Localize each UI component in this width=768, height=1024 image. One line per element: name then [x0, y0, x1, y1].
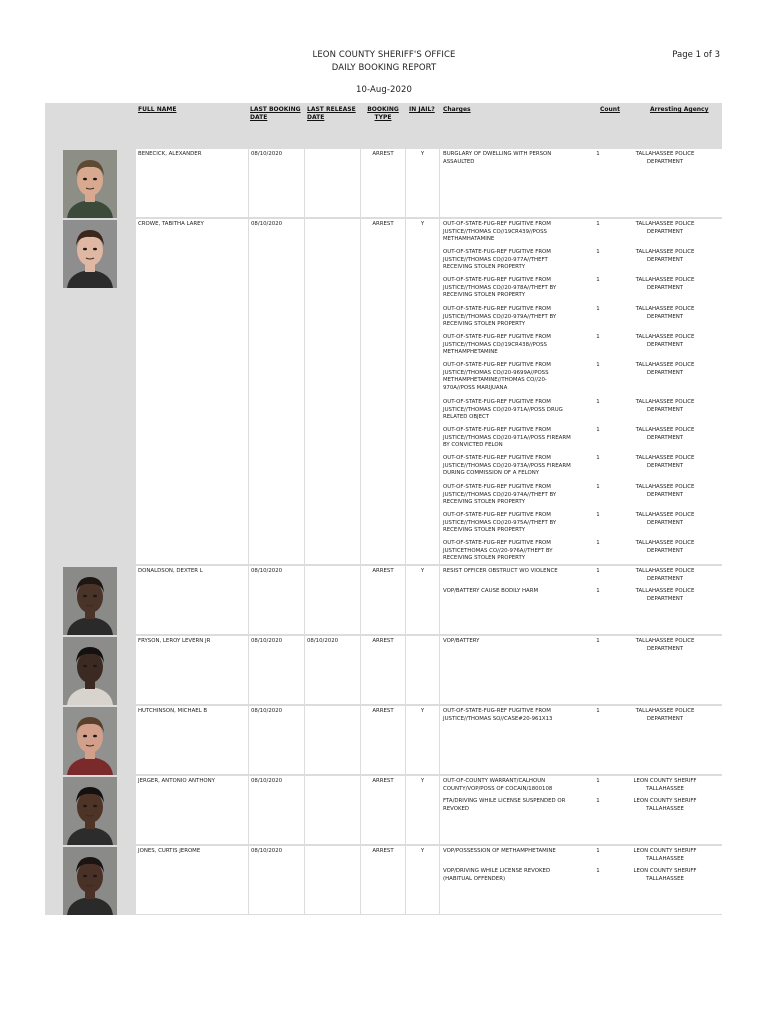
table-cell: [305, 846, 360, 914]
table-cell: [136, 706, 248, 774]
record-name: BENECICK, ALEXANDER: [138, 151, 202, 157]
arresting-agency: TALLAHASSEE POLICE DEPARTMENT: [635, 399, 695, 413]
table-cell: [406, 636, 439, 704]
charge-count: 1: [596, 362, 600, 368]
table-cell: [305, 776, 360, 844]
charge-text: VOP/BATTERY: [443, 638, 480, 644]
record-name: HUTCHINSON, MICHAEL B: [138, 708, 208, 714]
mugshot-image: [63, 150, 117, 218]
table-cell: [305, 636, 360, 704]
table-cell: [361, 149, 405, 217]
charge-count: 1: [596, 249, 600, 255]
mugshot-image: [63, 567, 117, 635]
table-cell: [249, 706, 304, 774]
col-full-name: FULL NAME: [138, 106, 177, 113]
table-cell: [361, 566, 405, 634]
table-cell: [406, 149, 439, 217]
record-in-jail: Y: [420, 151, 425, 157]
charge-text: OUT-OF-COUNTY WARRANT/CALHOUN COUNTY/VOP/POSS OF COCAIN/1800108: [443, 778, 553, 792]
charge-count: 1: [596, 540, 600, 546]
charge-text: OUT-OF-STATE-FUG-REF FUGITIVE FROM JUSTICE//THOMAS CO//20-974A//THEFT BY RECEIVING STOLEN PROPERTY: [443, 484, 557, 506]
record-in-jail: Y: [420, 708, 425, 714]
charge-text: VOP/POSSESSION OF METHAMPHETAMINE: [443, 848, 556, 854]
charge-count: 1: [596, 848, 600, 854]
record-booking-date: 08/10/2020: [251, 708, 283, 714]
table-cell: [305, 566, 360, 634]
record-name: FRYSON, LEROY LEVERN JR: [138, 638, 211, 644]
charge-count: 1: [596, 151, 600, 157]
charge-count: 1: [596, 778, 600, 784]
report-title: DAILY BOOKING REPORT: [331, 63, 437, 73]
record-booking-type: ARREST: [372, 221, 394, 227]
charge-text: VOP/BATTERY CAUSE BODILY HARM: [443, 588, 539, 594]
record-name: CROWE, TABITHA LAREY: [138, 221, 204, 227]
arresting-agency: TALLAHASSEE POLICE DEPARTMENT: [635, 249, 695, 263]
charge-text: OUT-OF-STATE-FUG-REF FUGITIVE FROM JUSTICE//THOMAS CO//20-977A//THEFT RECEIVING STOLEN PROPERTY: [443, 249, 551, 271]
arresting-agency: TALLAHASSEE POLICE DEPARTMENT: [635, 306, 695, 320]
mugshot-image: [63, 637, 117, 705]
record-booking-date: 08/10/2020: [251, 151, 283, 157]
table-cell: [136, 846, 248, 914]
arresting-agency: TALLAHASSEE POLICE DEPARTMENT: [635, 484, 695, 498]
table-cell: [136, 149, 248, 217]
charge-count: 1: [596, 512, 600, 518]
record-booking-date: 08/10/2020: [251, 778, 283, 784]
table-cell: [406, 846, 439, 914]
charge-text: OUT-OF-STATE-FUG-REF FUGITIVE FROM JUSTICE//THOMAS CO//20-9699A//POSS METHAMPHETAMINE//THOMAS CO//20-970A//POSS MARIJUANA: [443, 362, 551, 391]
table-cell: [249, 776, 304, 844]
col-count: Count: [600, 106, 620, 113]
charge-text: OUT-OF-STATE-FUG-REF FUGITIVE FROM JUSTICE//THOMAS SO//CASE#20-961X13: [443, 708, 553, 722]
record-booking-date: 08/10/2020: [251, 568, 283, 574]
record-booking-type: ARREST: [372, 568, 394, 574]
charge-text: RESIST OFFICER OBSTRUCT WO VIOLENCE: [443, 568, 558, 574]
record-booking-date: 08/10/2020: [251, 221, 283, 227]
table-cell: [406, 566, 439, 634]
charge-text: BURGLARY OF DWELLING WITH PERSON ASSAULTED: [443, 151, 552, 165]
table-cell: [249, 566, 304, 634]
charge-count: 1: [596, 798, 600, 804]
arresting-agency: LEON COUNTY SHERIFF TALLAHASSEE: [633, 848, 697, 862]
mugshot-image: [63, 847, 117, 915]
record-booking-type: ARREST: [372, 151, 394, 157]
arresting-agency: LEON COUNTY SHERIFF TALLAHASSEE: [633, 778, 697, 792]
report-date: 10-Aug-2020: [355, 85, 413, 95]
mugshot-image: [63, 707, 117, 775]
charge-count: 1: [596, 708, 600, 714]
record-booking-type: ARREST: [372, 638, 394, 644]
table-cell: [361, 706, 405, 774]
charge-count: 1: [596, 334, 600, 340]
col-last-booking-date: LAST BOOKING DATE: [250, 106, 301, 121]
table-cell: [249, 149, 304, 217]
arresting-agency: TALLAHASSEE POLICE DEPARTMENT: [635, 277, 695, 291]
mugshot-photo: [63, 220, 117, 288]
mugshot-photo: [63, 567, 117, 635]
report-office-title: LEON COUNTY SHERIFF'S OFFICE: [312, 50, 456, 60]
table-cell: [305, 149, 360, 217]
col-arresting-agency: Arresting Agency: [650, 106, 709, 113]
record-booking-date: 08/10/2020: [251, 848, 283, 854]
record-in-jail: Y: [420, 568, 425, 574]
record-booking-type: ARREST: [372, 848, 394, 854]
record-booking-type: ARREST: [372, 708, 394, 714]
record-booking-date: 08/10/2020: [251, 638, 283, 644]
arresting-agency: TALLAHASSEE POLICE DEPARTMENT: [635, 588, 695, 602]
charge-text: FTA/DRIVING WHILE LICENSE SUSPENDED OR REVOKED: [443, 798, 566, 812]
table-cell: [406, 219, 439, 564]
record-name: JERGER, ANTONIO ANTHONY: [138, 778, 215, 784]
mugshot-photo: [63, 637, 117, 705]
record-in-jail: Y: [420, 848, 425, 854]
record-in-jail: Y: [420, 221, 425, 227]
charge-count: 1: [596, 588, 600, 594]
col-in-jail: IN JAIL?: [409, 106, 435, 113]
arresting-agency: TALLAHASSEE POLICE DEPARTMENT: [635, 151, 695, 165]
charge-count: 1: [596, 427, 600, 433]
charge-text: OUT-OF-STATE-FUG-REF FUGITIVE FROM JUSTICE//THOMAS CO//20-975A//THEFT BY RECEIVING STOLEN PROPERTY: [443, 512, 557, 534]
table-cell: [361, 636, 405, 704]
table-cell: [305, 219, 360, 564]
mugshot-image: [63, 220, 117, 288]
record-name: JONES, CURTIS JEROME: [138, 848, 201, 854]
arresting-agency: TALLAHASSEE POLICE DEPARTMENT: [635, 708, 695, 722]
arresting-agency: TALLAHASSEE POLICE DEPARTMENT: [635, 334, 695, 348]
charge-count: 1: [596, 484, 600, 490]
arresting-agency: TALLAHASSEE POLICE DEPARTMENT: [635, 540, 695, 554]
col-booking-type: BOOKING TYPE: [367, 106, 399, 121]
charge-count: 1: [596, 455, 600, 461]
arresting-agency: TALLAHASSEE POLICE DEPARTMENT: [635, 638, 695, 652]
table-cell: [406, 776, 439, 844]
table-cell: [136, 566, 248, 634]
charge-text: OUT-OF-STATE-FUG-REF FUGITIVE FROM JUSTICE//THOMAS CO//20-971A//POSS DRUG RELATED OBJECT: [443, 399, 563, 421]
charge-count: 1: [596, 277, 600, 283]
table-cell: [361, 776, 405, 844]
arresting-agency: TALLAHASSEE POLICE DEPARTMENT: [635, 427, 695, 441]
arresting-agency: TALLAHASSEE POLICE DEPARTMENT: [635, 568, 695, 582]
charge-count: 1: [596, 568, 600, 574]
charge-text: OUT-OF-STATE-FUG-REF FUGITIVE FROM JUSTICE//THOMAS CO//20-971A//POSS FIREARM BY CONVICTED FELON: [443, 427, 571, 449]
table-cell: [136, 219, 248, 564]
page-number: Page 1 of 3: [672, 50, 720, 60]
table-cell: [136, 636, 248, 704]
table-cell: [249, 846, 304, 914]
charge-text: OUT-OF-STATE-FUG-REF FUGITIVE FROM JUSTICE//THOMAS CO//20-973A//POSS FIREARM DURING COMMISSION OF A FELONY: [443, 455, 571, 477]
table-cell: [361, 219, 405, 564]
table-cell: [361, 846, 405, 914]
record-name: DONALDSON, DEXTER L: [138, 568, 203, 574]
charge-count: 1: [596, 868, 600, 874]
charge-text: OUT-OF-STATE-FUG-REF FUGITIVE FROM JUSTICE//THOMAS CO//20-978A//THEFT BY RECEIVING STOLEN PROPERTY: [443, 277, 557, 299]
charge-count: 1: [596, 638, 600, 644]
mugshot-photo: [63, 707, 117, 775]
charge-text: OUT-OF-STATE-FUG-REF FUGITIVE FROM JUSTICE//THOMAS CO//20-979A//THEFT BY RECEIVING STOLEN PROPERTY: [443, 306, 557, 328]
charge-text: OUT-OF-STATE-FUG-REF FUGITIVE FROM JUSTICE//THOMAS CO//19CR439//POSS METHAMHATAMINE: [443, 221, 551, 243]
arresting-agency: TALLAHASSEE POLICE DEPARTMENT: [635, 455, 695, 469]
arresting-agency: LEON COUNTY SHERIFF TALLAHASSEE: [633, 798, 697, 812]
charge-count: 1: [596, 221, 600, 227]
record-booking-type: ARREST: [372, 778, 394, 784]
table-cell: [305, 706, 360, 774]
table-cell: [136, 776, 248, 844]
table-cell: [249, 219, 304, 564]
record-release-date: 08/10/2020: [307, 638, 339, 644]
col-last-release-date: LAST RELEASE DATE: [307, 106, 356, 121]
charge-text: VOP/DRIVING WHILE LICENSE REVOKED (HABITUAL OFFENDER): [443, 868, 551, 882]
mugshot-photo: [63, 847, 117, 915]
record-in-jail: Y: [420, 778, 425, 784]
arresting-agency: LEON COUNTY SHERIFF TALLAHASSEE: [633, 868, 697, 882]
col-charges: Charges: [443, 106, 471, 113]
charge-count: 1: [596, 306, 600, 312]
arresting-agency: TALLAHASSEE POLICE DEPARTMENT: [635, 362, 695, 376]
mugshot-photo: [63, 777, 117, 845]
charge-count: 1: [596, 399, 600, 405]
table-cell: [249, 636, 304, 704]
charge-text: OUT-OF-STATE-FUG-REF FUGITIVE FROM JUSTICETHOMAS CO//20-976A//THEFT BY RECEIVING STOLEN PROPERTY: [443, 540, 553, 562]
arresting-agency: TALLAHASSEE POLICE DEPARTMENT: [635, 512, 695, 526]
charge-text: OUT-OF-STATE-FUG-REF FUGITIVE FROM JUSTICE//THOMAS CO//19CR438//POSS METHAMPHETAMINE: [443, 334, 551, 356]
arresting-agency: TALLAHASSEE POLICE DEPARTMENT: [635, 221, 695, 235]
mugshot-image: [63, 777, 117, 845]
mugshot-photo: [63, 150, 117, 218]
table-cell: [406, 706, 439, 774]
